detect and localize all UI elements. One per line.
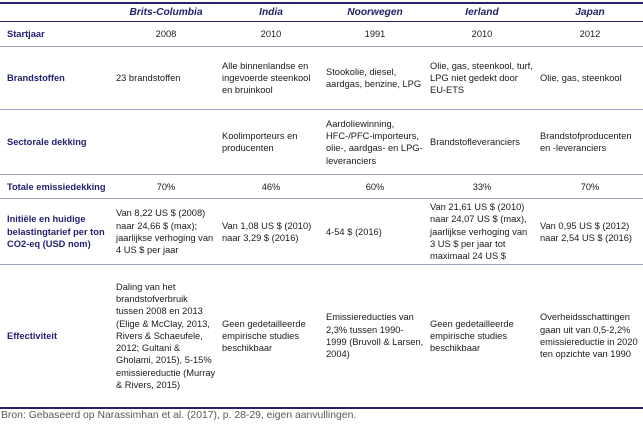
row-effectiviteit [0, 265, 643, 408]
row-brandstoffen [0, 47, 643, 110]
header-brits-columbia: Brits-Columbia [113, 4, 219, 22]
table-cell: Daling van het brandstofverbruik tussen 2008 en 2013 (Elige & McClay, 2013, Rivers & Schaeufele, 2012; Gultani & Gholami, 2015), 5-15% emissiereductie (Murray & Rivers, 2015) [113, 265, 219, 408]
table-cell: 23 brandstoffen [113, 47, 219, 110]
table-cell: Geen gedetailleerde empirische studies beschikbaar [427, 265, 537, 408]
header-japan: Japan [537, 4, 643, 22]
row-label: Startjaar [0, 22, 113, 47]
table-cell: Van 0,95 US $ (2012) naar 2,54 US $ (2016) [537, 199, 643, 265]
header-row [0, 4, 643, 22]
table-cell: 33% [427, 175, 537, 199]
header-empty [0, 4, 113, 22]
source-note: Bron: Gebaseerd op Narassimhan et al. (2017), p. 28-29, eigen aanvullingen. [1, 410, 357, 421]
row-label: Brandstoffen [0, 47, 113, 110]
header-ierland: Ierland [427, 4, 537, 22]
table-cell: 46% [219, 175, 323, 199]
row-label: Initiële en huidige belastingtarief per ton CO2-eq (USD nom) [0, 199, 113, 265]
header-india: India [219, 4, 323, 22]
table-cell: 2010 [219, 22, 323, 47]
header-noorwegen: Noorwegen [323, 4, 427, 22]
table-cell: Brandstofproducenten en -leveranciers [537, 110, 643, 175]
table-cell: 70% [537, 175, 643, 199]
table-cell: Brandstofleveranciers [427, 110, 537, 175]
row-startjaar [0, 22, 643, 47]
table-cell: Olie, gas, steenkool [537, 47, 643, 110]
table-cell: Koolimporteurs en producenten [219, 110, 323, 175]
table-cell: 2012 [537, 22, 643, 47]
table-cell: Overheidsschattingen gaan uit van 0,5-2,2% emissiereductie in 2020 ten opzichte van 1990 [537, 265, 643, 408]
table-cell: 1991 [323, 22, 427, 47]
table-cell: 2008 [113, 22, 219, 47]
row-label: Totale emissiedekking [0, 175, 113, 199]
table-cell: Aardoliewinning, HFC-/PFC-importeurs, olie-, aardgas- en LPG-leveranciers [323, 110, 427, 175]
table-cell: Olie, gas, steenkool, turf, LPG niet gedekt door EU-ETS [427, 47, 537, 110]
row-label: Sectorale dekking [0, 110, 113, 175]
table-cell: 70% [113, 175, 219, 199]
row-totale-emissiedekking [0, 175, 643, 199]
row-label: Effectiviteit [0, 265, 113, 408]
carbon-tax-comparison-table [0, 4, 643, 409]
row-sectorale-dekking [0, 110, 643, 175]
table-cell: Van 1,08 US $ (2010) naar 3,29 $ (2016) [219, 199, 323, 265]
row-belastingtarief [0, 199, 643, 265]
table-cell: Van 21,61 US $ (2010) naar 24,07 US $ (max), jaarlijkse verhoging van 3 US $ per jaar tot maximaal 24 US $ [427, 199, 537, 265]
table-cell: Stookolie, diesel, aardgas, benzine, LPG [323, 47, 427, 110]
table-cell: 60% [323, 175, 427, 199]
table-cell: Alle binnenlandse en ingevoerde steenkool en bruinkool [219, 47, 323, 110]
table-cell: Van 8,22 US $ (2008) naar 24,66 $ (max); jaarlijkse verhoging van 4 US $ per jaar [113, 199, 219, 265]
table-cell: Emissiereducties van 2,3% tussen 1990-1999 (Bruvoll & Larsen, 2004) [323, 265, 427, 408]
table-cell: 4-54 $ (2016) [323, 199, 427, 265]
table-cell [113, 110, 219, 175]
table-cell: Geen gedetailleerde empirische studies beschikbaar [219, 265, 323, 408]
table-cell: 2010 [427, 22, 537, 47]
